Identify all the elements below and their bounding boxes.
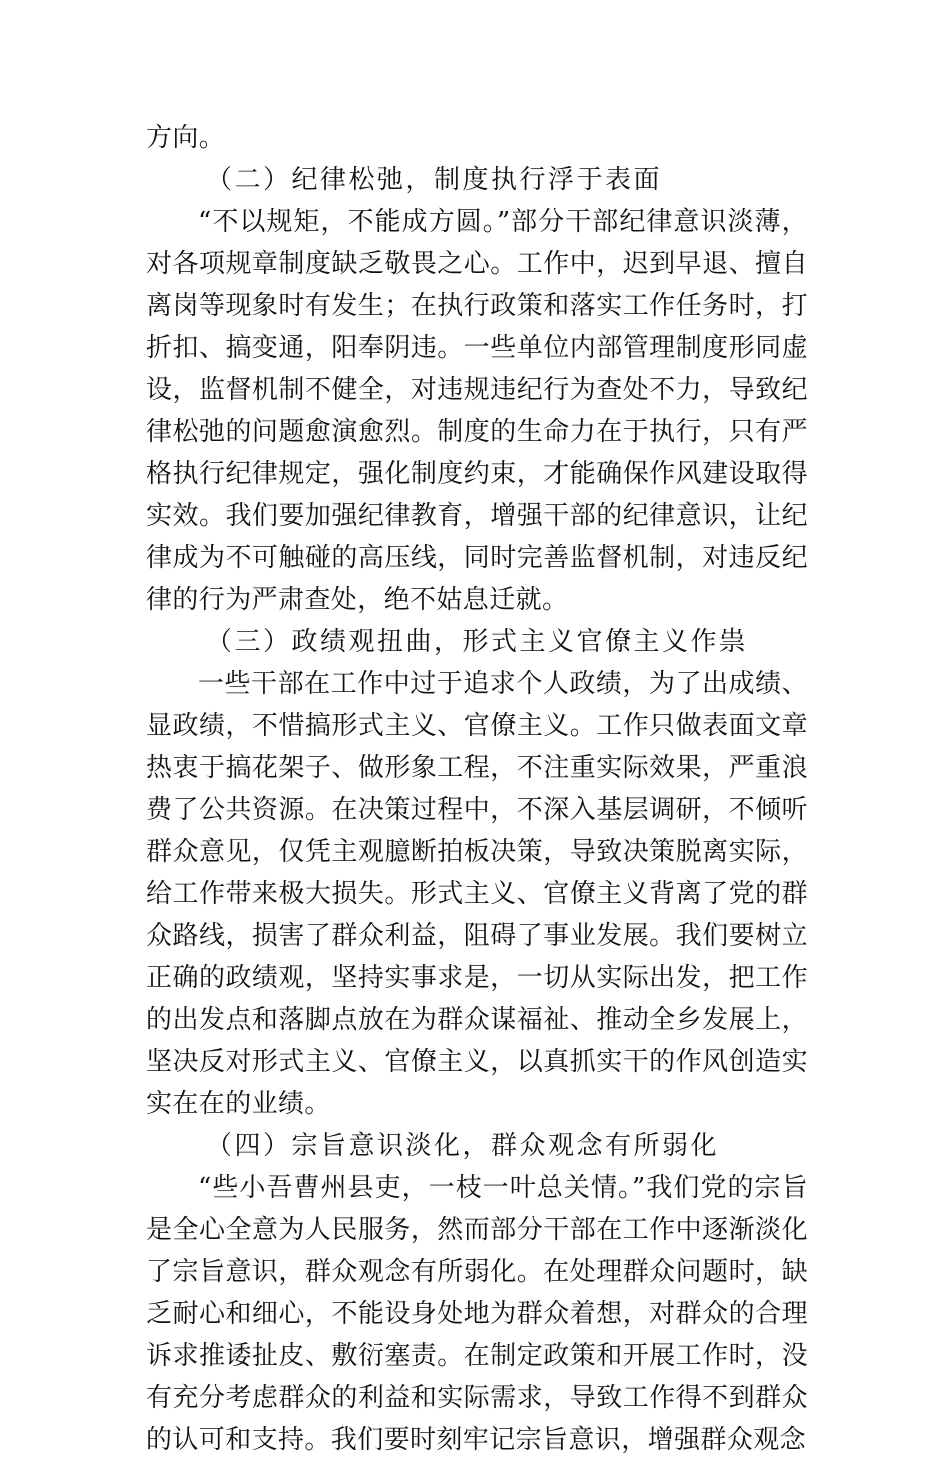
section-heading-3: （三）政绩观扭曲，形式主义官僚主义作祟	[206, 627, 748, 657]
section-body-2: “不以规矩，不能成方圆。”部分干部纪律意识淡薄，对各项规章制度缺乏敬畏之心。工作中，迟到早退、擅自离岗等现象时有发生；在执行政策和落实工作任务时，打折扣、搞变通，阳奉阴违。一些单位内部管理制度形同虚设，监督机制不健全，对违规违纪行为查处不力，导致纪律松弛的问题愈演愈烈。制度的生命力在于执行，只有严格执行纪律规定，强化制度约束，才能确保作风建设取得实效。我们要加强纪律教育，增强干部的纪律意识，让纪律成为不可触碰的高压线，同时完善监督机制，对违反纪律的行为严肃查处，绝不姑息迁就。	[146, 207, 808, 615]
section-heading-2: （二）纪律松弛，制度执行浮于表面	[206, 165, 663, 195]
section-heading-4: （四）宗旨意识淡化，群众观念有所弱化	[206, 1131, 720, 1161]
document-page	[146, 117, 808, 1461]
continued-paragraph: 方向。	[146, 123, 226, 153]
section-body-4: “些小吾曹州县吏，一枝一叶总关情。”我们党的宗旨是全心全意为人民服务，然而部分干部在工作中逐渐淡化了宗旨意识，群众观念有所弱化。在处理群众问题时，缺乏耐心和细心，不能设身处地为群众着想，对群众的合理诉求推诿扯皮、敷衍塞责。在制定政策和开展工作时，没有充分考虑群众的利益和实际需求，导致工作得不到群众的认可和支持。我们要时刻牢记宗旨意识，增强群众观念	[146, 1173, 808, 1455]
section-body-3: 一些干部在工作中过于追求个人政绩，为了出成绩、显政绩，不惜搞形式主义、官僚主义。工作只做表面文章热衷于搞花架子、做形象工程，不注重实际效果，严重浪费了公共资源。在决策过程中，不深入基层调研，不倾听群众意见，仅凭主观臆断拍板决策，导致决策脱离实际，给工作带来极大损失。形式主义、官僚主义背离了党的群众路线，损害了群众利益，阻碍了事业发展。我们要树立正确的政绩观，坚持实事求是，一切从实际出发，把工作的出发点和落脚点放在为群众谋福祉、推动全乡发展上，坚决反对形式主义、官僚主义，以真抓实干的作风创造实实在在的业绩。	[146, 669, 808, 1119]
